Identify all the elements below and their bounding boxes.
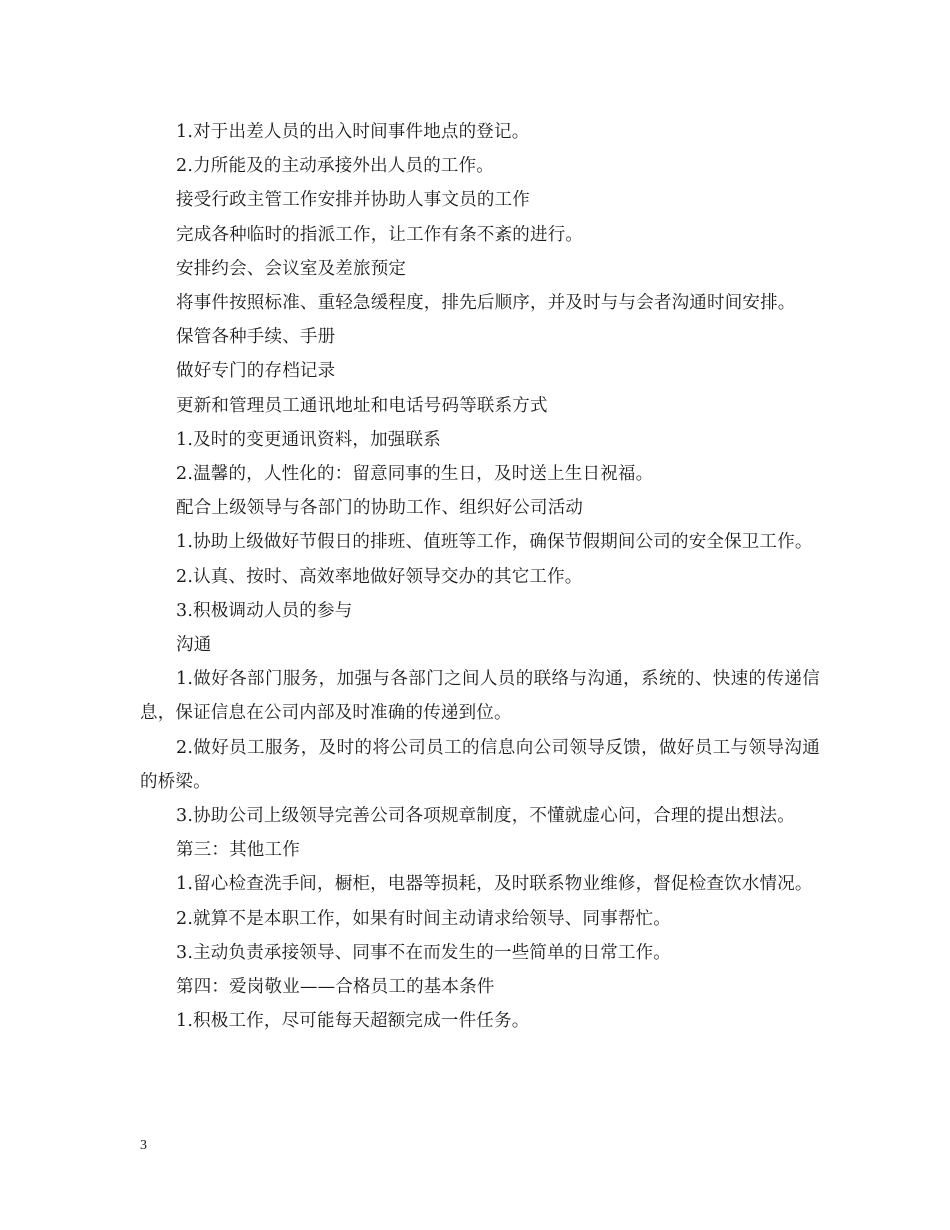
paragraph-8: 做好专门的存档记录	[176, 361, 336, 382]
paragraph-10: 1.及时的变更通讯资料，加强联系	[176, 429, 441, 450]
paragraph-11: 2.温馨的，人性化的：留意同事的生日，及时送上生日祝福。	[176, 464, 654, 485]
paragraph-25: 1.积极工作，尽可能每天超额完成一件任务。	[176, 1011, 530, 1032]
paragraph-12: 配合上级领导与各部门的协助工作、组织好公司活动	[176, 498, 584, 519]
paragraph-22: 2.就算不是本职工作，如果有时间主动请求给领导、同事帮忙。	[176, 908, 671, 929]
paragraph-17: 1.做好各部门服务，加强与各部门之间人员的联络与沟通，系统的、快速的传递信息，保证信息在公司内部及时准确的传递到位。	[140, 669, 820, 724]
paragraph-16: 沟通	[176, 635, 212, 656]
paragraph-13: 1.协助上级做好节假日的排班、值班等工作，确保节假期间公司的安全保卫工作。	[176, 532, 813, 553]
paragraph-19: 3.协助公司上级领导完善公司各项规章制度，不懂就虚心问，合理的提出想法。	[176, 806, 795, 827]
paragraph-20: 第三：其他工作	[176, 840, 300, 861]
paragraph-9: 更新和管理员工通讯地址和电话号码等联系方式	[176, 395, 548, 416]
page-number: 3	[140, 1138, 147, 1153]
paragraph-2: 2.力所能及的主动承接外出人员的工作。	[176, 156, 494, 177]
paragraph-3: 接受行政主管工作安排并协助人事文员的工作	[176, 190, 530, 211]
paragraph-5: 安排约会、会议室及差旅预定	[176, 258, 407, 279]
paragraph-6: 将事件按照标准、重轻急缓程度，排先后顺序，并及时与与会者沟通时间安排。	[176, 293, 796, 314]
paragraph-4: 完成各种临时的指派工作，让工作有条不紊的进行。	[176, 224, 584, 245]
document-body	[140, 115, 820, 1038]
paragraph-18: 2.做好员工服务，及时的将公司员工的信息向公司领导反馈，做好员工与领导沟通的桥梁。	[140, 737, 820, 792]
paragraph-14: 2.认真、按时、高效率地做好领导交办的其它工作。	[176, 566, 583, 587]
paragraph-21: 1.留心检查洗手间，橱柜，电器等损耗，及时联系物业维修，督促检查饮水情况。	[176, 874, 813, 895]
paragraph-15: 3.积极调动人员的参与	[176, 600, 353, 621]
paragraph-1: 1.对于出差人员的出入时间事件地点的登记。	[176, 122, 530, 142]
paragraph-7: 保管各种手续、手册	[176, 327, 336, 348]
paragraph-24: 第四：爱岗敬业——合格员工的基本条件	[176, 977, 495, 998]
paragraph-23: 3.主动负责承接领导、同事不在而发生的一些简单的日常工作。	[176, 942, 671, 963]
